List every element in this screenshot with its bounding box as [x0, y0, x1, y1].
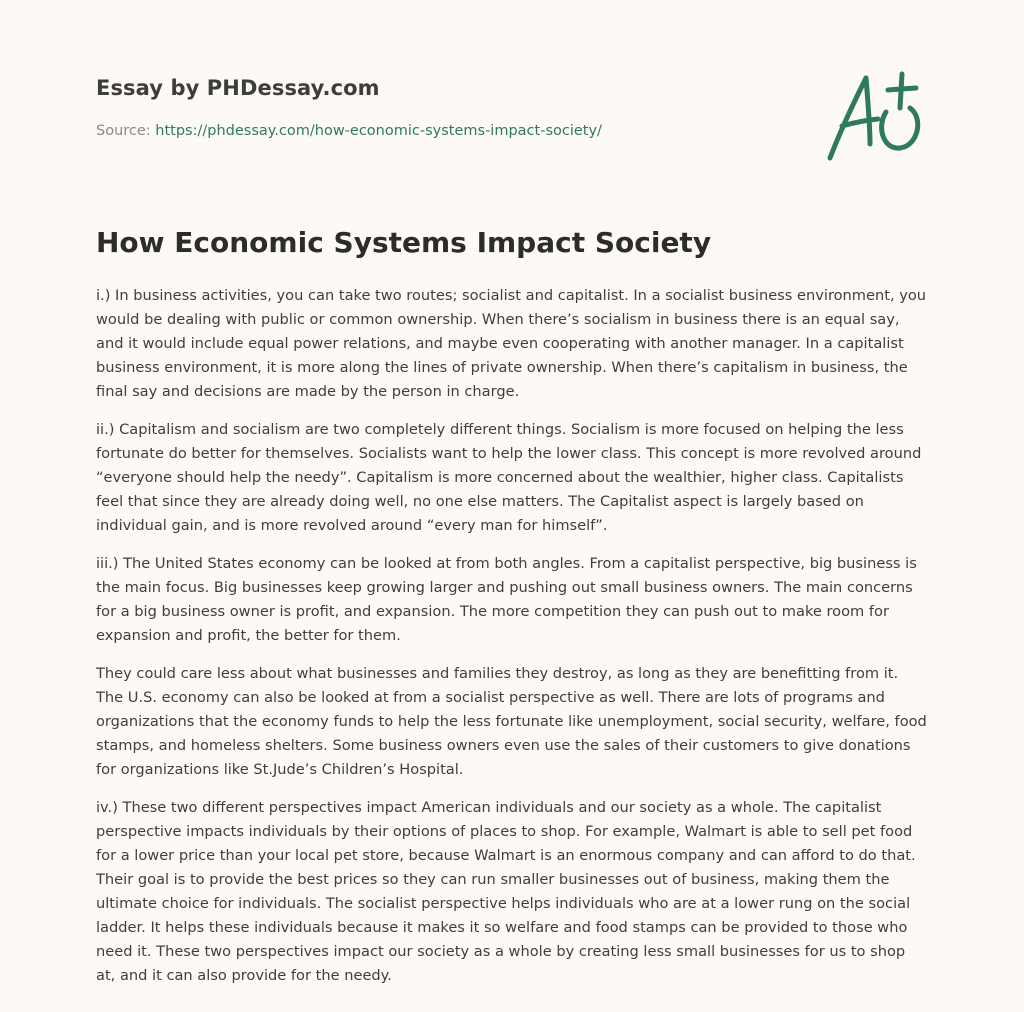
essay-paragraph: iii.) The United States economy can be looked at from both angles. From a capitalist perspective, big business is the main focus. Big businesses keep growing larger and pushing out small business owners. The main concerns for a big business owner is profit, and expansion. The more competition they can push out to make room for expansion and profit, the better for them.	[96, 555, 917, 644]
essay-paragraph: ii.) Capitalism and socialism are two completely different things. Socialism is more focused on helping the less fortunate do better for themselves. Socialists want to help the lower class. This concept is more revolved around “everyone should help the needy”. Capitalism is more concerned about the wealthier, higher class. Capitalists feel that since they are already doing well, no one else matters. The Capitalist aspect is largely based on individual gain, and is more revolved around “every man for himself”.	[96, 421, 922, 534]
source-link[interactable]: https://phdessay.com/how-economic-systems-impact-society/	[155, 123, 602, 139]
essay-body	[96, 284, 928, 1002]
essay-paragraph: They could care less about what businesses and families they destroy, as long as they are benefitting from it. The U.S. economy can also be looked at from a socialist perspective as well. There are lots of programs and organizations that the economy funds to help the less fortunate like unemployment, social security, welfare, food stamps, and homeless shelters. Some business owners even use the sales of their customers to give donations for organizations like St.Jude’s Children’s Hospital.	[96, 665, 927, 778]
a-plus-grade-icon	[824, 68, 928, 164]
essay-title: How Economic Systems Impact Society	[96, 226, 712, 259]
site-title: Essay by PHDessay.com	[96, 76, 380, 100]
essay-paragraph: iv.) These two different perspectives impact American individuals and our society as a whole. The capitalist perspective impacts individuals by their options of places to shop. For example, Walmart is able to sell pet food for a lower price than your local pet store, because Walmart is an enormous company and can afford to do that. Their goal is to provide the best prices so they can run smaller businesses out of business, making them the ultimate choice for individuals. The socialist perspective helps individuals who are at a lower rung on the social ladder. It helps these individuals because it makes it so welfare and food stamps can be provided to those who need it. These two perspectives impact our society as a whole by creating less small businesses for us to shop at, and it can also provide for the needy.	[96, 799, 916, 984]
source-line	[96, 123, 602, 139]
essay-paragraph: i.) In business activities, you can take two routes; socialist and capitalist. In a socialist business environment, you would be dealing with public or common ownership. When there’s socialism in business there is an equal say, and it would include equal power relations, and maybe even cooperating with another manager. In a capitalist business environment, it is more along the lines of private ownership. When there’s capitalism in business, the final say and decisions are made by the person in charge.	[96, 287, 927, 400]
source-label: Source:	[96, 123, 151, 139]
